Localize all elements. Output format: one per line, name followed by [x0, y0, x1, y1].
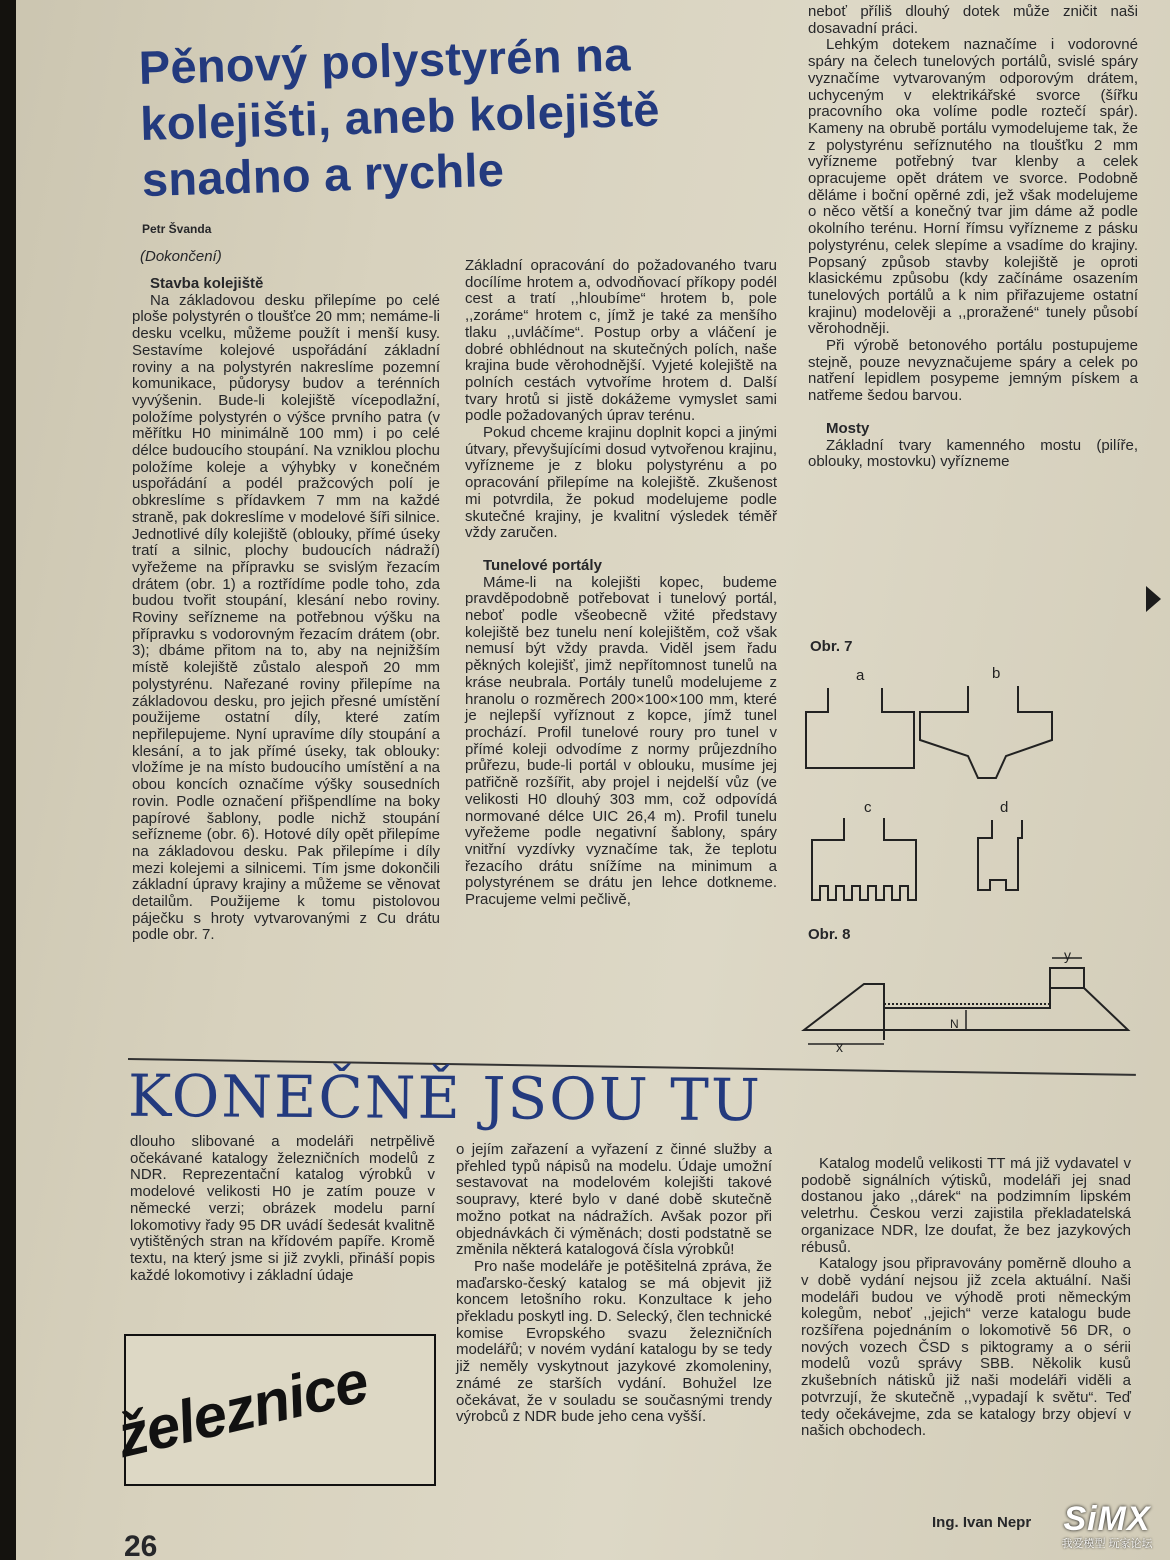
paragraph: Máme-li na kolejišti kopec, budeme pravděpodobně potřebovat i tunelový portál, neboť podle všeobecně vžité představy kolejiště bez tunelu není kolejištěm, což však nemusí být vždy pravda. Viděl jsem řadu pěkných kolejišť, jimž nepřítomnost tunelů na kráse neubrala. Portály tunelů modelujeme z hranolu o rozměrech 200×100×100 mm, které je nejlepší vyříznout z kopce, jímž tunel prochází. Profil tunelové roury pro tunel v přímé koleji odvodíme z normy průjezdního průřezu, bude-li portál v oblouku, musíme jej patřičně rozšířit, aby projel i nejdelší vůz (ve velikosti H0 dlouhý 303 mm, což odpovídá normované délce UIC 26,4 m). Profil tunelu vyřežeme podle negativní šablony, spáry vnitřní vyzdívky vyznačíme tak, že teplotu řezacího drátu snížíme na minimum a polystyrénem se drátu jen lehce dotkneme. Pracujeme velmi pečlivě, [465, 573, 777, 909]
paragraph: Pokud chceme krajinu doplnit kopci a jinými útvary, převyšujícími dosud vytvořenou krajinu, vyřízneme je z bloku polystyrénu a po opracování přilepíme na kolejiště. Zkušenost mi potvrdila, že pokud modelujeme podle skutečné krajiny, je kvalitní výsledek téměř vždy zaručen. [465, 424, 777, 542]
paragraph: Lehkým dotekem naznačíme i vodorovné spáry na čelech tunelových portálů, svislé spáry vyznačíme vytvarovaným odporovým drátem, uchyceným v elektrikářské svorce (šířku pracovního oka volíme podle roztečí spár). Kameny na obrubě portálu vymodelujeme tak, že z polystyrénu seříznutého na tloušťku 2 mm vyřízneme potřebný tvar klenby a celek opracujeme opět drátem ve svorce. Podobně děláme i boční opěrné zdi, jež však modelujeme o něco větší a konečný tvar jim dáme až podle okolního terénu. Horní římsu vyřízneme z pásku polystyrénu, celek slepíme a vsadíme do krajiny. Popsaný způsob stavby kolejiště je oproti klasickému způsobu (kdy začínáme osazením tunelových portálů a k nim přiřazujeme ostatní krajinu) modelověji a ,,proražené“ tunely působí věrohodněji. [808, 36, 1138, 338]
continue-arrow-icon [1146, 586, 1161, 612]
figure-8-n-label: N [950, 1017, 959, 1031]
news-author-signature: Ing. Ivan Nepr [932, 1514, 1032, 1531]
soldering-tip-d-shape [978, 820, 1022, 890]
forum-watermark [1048, 1500, 1166, 1556]
figure-8-y-label: y [1064, 948, 1071, 963]
soldering-tip-a-shape [806, 688, 914, 768]
soldering-tip-b-shape [920, 686, 1052, 778]
paragraph: neboť příliš dlouhý dotek může zničit naši dosavadní práci. [808, 3, 1138, 37]
paragraph: Katalog modelů velikosti TT má již vydavatel v podobě signálních výtisků, modeláři jej snad dostanou jako ,,dárek“ na podzimním lipském veletrhu. Českou verzi zajistila překladatelská organizace NDR, lze doufat, že bez jazykových rébusů. [801, 1155, 1131, 1256]
paragraph: Na základovou desku přilepíme po celé ploše polystyrén o tloušťce 20 mm; nemáme-li desku vcelku, můžeme použít i menší kusy. Sestavíme kolejové uspořádání základní roviny a na polystyrén nakreslíme pozemní komunikace, půdorysy budov a terénních vyvýšenin. Bude-li kolejiště vícepodlažní, položíme polystyrén o výšce prvního patra (v měřítku H0 minimálně 100 mm) i po celé délce budoucího stoupání. Na vzniklou plochu položíme koleje a výhybky v konečném uspořádání a podél pražcových polí je obkreslíme s přídavkem 7 mm na každé straně, pak dokreslíme v modelové šíři silnice. Jednotlivé díly kolejiště (oblouky, přímé úseky tratí a silnic, plochy budoucích nádraží) vyřežeme na přípravku se svislým řezacím drátem (obr. 1) a roztřídíme podle toho, zda budou tvořit stoupání, klesání nebo roviny. Roviny seřízneme na potřebnou výšku na přípravku s vodorovným řezacím drátem (obr. 3); dbáme přitom na to, aby na nejnižším místě kolejiště zůstalo alespoň 20 mm polystyrénu. Nařezané roviny přilepíme na základovou desku, pro jejich přesné umístění použijeme ostatní díly, které zatím nepřilepujeme. Nyní upravíme díly stoupání a klesání, a to jak přímé úseky, tak oblouky: vložíme je na místo budoucího umístění a na obou koncích označíme výšky sousedních rovin. Podle označení přišpendlíme na boky papírové šablony, podle nichž stoupání seřízneme (obr. 6). Hotové díly opět přilepíme na základovou desku. Pak přilepíme i díly mezi kolejemi a silnicemi. Tím jsme dokončili základní úpravy krajiny a můžeme se věnovat detailům. Použijeme k tomu pistolovou páječku s hroty vytvarovanými z Cu drátu podle obr. 7. [132, 291, 440, 944]
bridge-top-block [1050, 968, 1084, 988]
article-author: Petr Švanda [142, 222, 212, 236]
paragraph: Pro naše modeláře je potěšitelná zpráva, že maďarsko-český katalog se má objevit již koncem letošního roku. Konzultace k jeho překladu poskytl ing. D. Selecký, člen technické komise Evropského svazu železničních modelářů; v novém vydání katalogu by se tedy již neměly vyskytnout jazykové zkomoleniny, známé ze starších vydání. Bohužel lze očekávat, že v souladu se současnými trendy výrobců z NDR bude jeho cena vyšší. [456, 1257, 772, 1426]
figure-7-diagram [800, 660, 1070, 920]
paragraph: o jejím zařazení a vyřazení z činné služby a přehled typů nápisů na modelu. Údaje umožní sestavovat na modelovém kolejišti takové soupravy, které bylo v dané době skutečně možno potkat na nádražích. Avšak pozor při objednávkách či výměnách; dosti podstatně se změnila některá katalogová čísla výrobků! [456, 1141, 772, 1259]
news-column-1 [130, 1134, 435, 1284]
figure-8-diagram [798, 948, 1138, 1058]
page-number: 26 [124, 1530, 158, 1560]
article-column-1 [132, 276, 440, 944]
paragraph: dlouho slibované a modeláři netrpělivě očekávané katalogy železničních modelů z NDR. Reprezentační katalog výrobků v modelové velikosti H0 je zatím pouze v německé verzi; obrázek modelu parní lokomotivy řady 95 DR uvádí šedesát kvalitně vytištěných stran na křídovém papíře. Kromě textu, na který jsme si již zvykli, přináší popis každé lokomotivy i základní údaje [130, 1133, 435, 1284]
figure-7-tip-c-label: c [864, 799, 872, 816]
figure-8-x-label: x [836, 1039, 843, 1055]
figure-8-label: Obr. 8 [808, 926, 851, 943]
figure-7-tip-d-label: d [1000, 799, 1009, 816]
page-edge-shadow [0, 0, 16, 1560]
soldering-tip-c-shape [812, 818, 916, 900]
section-heading-mosty: Mosty [826, 419, 870, 437]
paragraph: Katalogy jsou připravovány poměrně dlouho a v době vydání nejsou již zcela aktuální. Naši modeláři budou ve výhodě proti německým kolegům, neboť ,,jejich“ verze katalogu bude rozšířena pojednáním o lokomotivě 56 DR, o nových vozech ČSD s piktogramy a o sérii modelů vozů správy SBB. Několik kusů zkušebních nátisků již naši modeláři viděli a potvrzují, že skutečně ,,vypadají k světu“. Teď tedy očekávejme, zda se katalogy brzy objeví v našich obchodech. [801, 1255, 1131, 1440]
figure-7-tip-a-label: a [856, 667, 865, 684]
section-heading-tunelove-portaly: Tunelové portály [483, 556, 602, 574]
figure-7-label: Obr. 7 [810, 638, 853, 655]
paragraph: Při výrobě betonového portálu postupujeme stejně, pouze nevyznačujeme spáry a celek po natření lepidlem posypeme jemným pískem a natřeme šedou barvou. [808, 337, 1138, 405]
watermark-subtitle: 我爱模型 玩家论坛 [1061, 1538, 1153, 1550]
article-column-2 [465, 258, 777, 909]
news-headline: KONEČNĚ JSOU TU [127, 1061, 762, 1135]
figure-7-tip-b-label: b [992, 665, 1001, 682]
zeleznice-box-label: železnice [110, 1347, 374, 1471]
news-column-2 [456, 1142, 772, 1426]
article-subtitle: (Dokončení) [140, 248, 222, 265]
watermark-logo: SiMX [1063, 1500, 1151, 1538]
paragraph: Základní tvary kamenného mostu (pilíře, oblouky, mostovku) vyřízneme [808, 436, 1138, 471]
paragraph: Základní opracování do požadovaného tvaru docílíme hrotem a, odvodňovací příkopy podél cest a tratí ,,hloubíme“ hrotem b, pole ,,zoráme“ hrotem c, jímž je také za menšího tlaku ,,uvláčíme“. Postup orby a vláčení je dobré obhlédnout na skutečných polích, naše krajina bude věrohodnější. Vyjeté kolejiště na polních cestách vytvoříme hrotem d. Další tvary hrotů si jistě dokážeme vymyslet sami podle požadovaných úprav terénu. [465, 257, 777, 425]
article-title: Pěnový polystyrén na kolejišti, aneb kolejiště snadno a rychle [138, 27, 661, 206]
news-column-3 [801, 1156, 1131, 1440]
article-column-3 [808, 4, 1138, 471]
section-heading-stavba: Stavba kolejiště [150, 275, 264, 292]
